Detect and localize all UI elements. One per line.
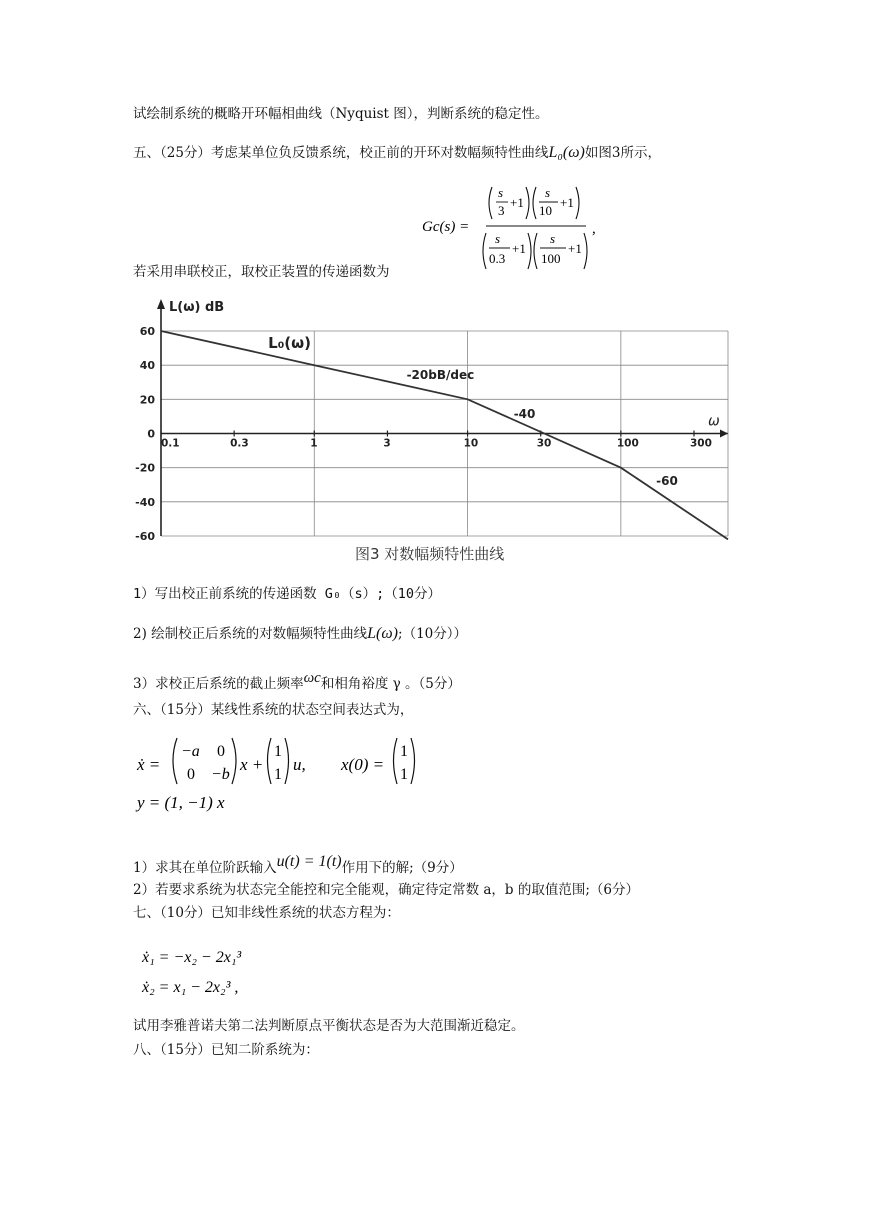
series-line-L0	[161, 331, 728, 539]
y-axis-label: L(ω) dB	[169, 300, 225, 315]
b2: 1	[274, 766, 282, 783]
x-axis-label: ω	[708, 413, 720, 430]
x-tick-label: 10	[463, 437, 479, 450]
gc-n2-bot: 10	[539, 203, 552, 218]
x-tick-label: 0.1	[161, 437, 180, 450]
gc-d1-bot: 0.3	[489, 251, 506, 266]
gc-n1-bot: 3	[498, 203, 505, 218]
y-tick-label: 40	[139, 359, 155, 373]
gc-lhs: Gc(s) =	[422, 219, 470, 235]
x-tick-label: 30	[536, 437, 552, 450]
output-equation: y = (1, −1) x	[137, 793, 225, 812]
gc-d1-plus: +1	[512, 241, 526, 256]
a12: 0	[217, 743, 225, 760]
x-plus: x +	[240, 755, 264, 774]
gc-d1-top: s	[495, 231, 501, 246]
a11: −a	[181, 743, 200, 760]
gc-d2-bot: 100	[541, 251, 561, 266]
gc-n2-top: s	[545, 185, 551, 200]
omega-c-symbol: ωc	[303, 670, 321, 686]
y-tick-label: 60	[139, 325, 155, 338]
L-omega-symbol: L(ω)	[367, 625, 399, 642]
q5-item3-text: 3）求校正后系统的截止频率	[133, 676, 304, 692]
q7-intro: 七、（10分）已知非线性系统的状态方程为：	[133, 905, 400, 921]
y-axis-arrow	[157, 299, 165, 309]
gc-n1-top: s	[498, 185, 504, 200]
y-tick-label: -20	[135, 461, 155, 475]
x0-lhs: x(0) =	[341, 755, 385, 774]
q8-intro: 八、（15分）已知二阶系统为：	[133, 1042, 319, 1058]
x-tick-label: 300	[689, 437, 712, 450]
nyquist-instruction: 试绘制系统的概略开环幅相曲线（Nyquist 图），判断系统的稳定性。	[133, 106, 549, 122]
q6-item1-text: 1）求其在单位阶跃输入	[133, 860, 277, 876]
q6-item1-tail: 作用下的解;（9分）	[341, 860, 463, 876]
b1: 1	[274, 743, 282, 760]
chart-annotation: -20bB/dec	[406, 367, 475, 382]
y-tick-label: 0	[147, 427, 155, 441]
x01: 1	[400, 743, 408, 760]
q6-item2: 2）若要求系统为状态完全能控和完全能观，确定待定常数 a，b 的取值范围;（6分）	[133, 882, 639, 898]
x-axis-arrow	[720, 430, 728, 438]
y-tick-label: -60	[135, 530, 155, 543]
state-equation	[133, 732, 433, 814]
x-tick-label: 100	[616, 437, 639, 450]
x02: 1	[400, 766, 408, 783]
bode-chart	[133, 296, 733, 574]
xdot-lhs: ẋ =	[137, 755, 161, 774]
unit-step-input: u(t) = 1(t)	[276, 853, 342, 870]
q5-item1-text: 1）写出校正前系统的传递函数 G₀（s）;（10分）	[133, 586, 442, 602]
chart-annotation: -60	[656, 473, 678, 488]
q5-series-text: 若采用串联校正，取校正装置的传递函数为	[133, 264, 390, 280]
L0-symbol: L₀(ω)	[548, 144, 585, 161]
u-term: u,	[293, 755, 306, 774]
a21: 0	[187, 766, 195, 783]
q5-item2-tail: ;（10分））	[398, 626, 467, 642]
gc-d2-plus: +1	[568, 241, 582, 256]
q5-item1	[133, 584, 441, 604]
bode-svg	[133, 296, 733, 574]
x-tick-label: 1	[310, 437, 318, 450]
chart-annotation: -40	[513, 407, 536, 422]
x1dot-eq: ẋ₁ = −x₂ − 2x₁³	[142, 949, 242, 966]
q7-text: 试用李雅普诺夫第二法判断原点平衡状态是否为大范围渐近稳定。	[133, 1018, 525, 1034]
chart-annotation: L₀(ω)	[268, 334, 312, 353]
gc-n2-plus: +1	[560, 195, 574, 210]
q6-item1	[133, 852, 463, 878]
x-tick-label: 3	[383, 437, 391, 450]
q5-item3	[133, 668, 461, 694]
x2dot-eq: ẋ₂ = x₁ − 2x₂³ ,	[142, 979, 239, 996]
nonlinear-equations	[140, 940, 360, 1004]
y-tick-label: -40	[135, 495, 155, 509]
q5-intro-tail: 如图3所示，	[584, 145, 661, 161]
q5-item2	[133, 624, 467, 644]
x-tick-label: 0.3	[230, 437, 249, 450]
gc-comma: ,	[592, 221, 596, 237]
gc-formula	[420, 175, 620, 275]
q5-intro	[133, 143, 661, 163]
q5-item2-text: 2) 绘制校正后系统的对数幅频特性曲线	[133, 626, 368, 642]
q6-intro: 六、（15分）某线性系统的状态空间表达式为，	[133, 702, 414, 718]
y-tick-label: 20	[139, 393, 155, 407]
a22: −b	[211, 766, 230, 783]
gc-n1-plus: +1	[510, 195, 524, 210]
chart-caption: 图3 对数幅频特性曲线	[355, 545, 505, 563]
q5-item3-tail: 和相角裕度 γ 。（5分）	[320, 676, 461, 692]
gc-d2-top: s	[550, 231, 556, 246]
q5-intro-text: 五、（25分）考虑某单位负反馈系统，校正前的开环对数幅频特性曲线	[133, 145, 549, 161]
